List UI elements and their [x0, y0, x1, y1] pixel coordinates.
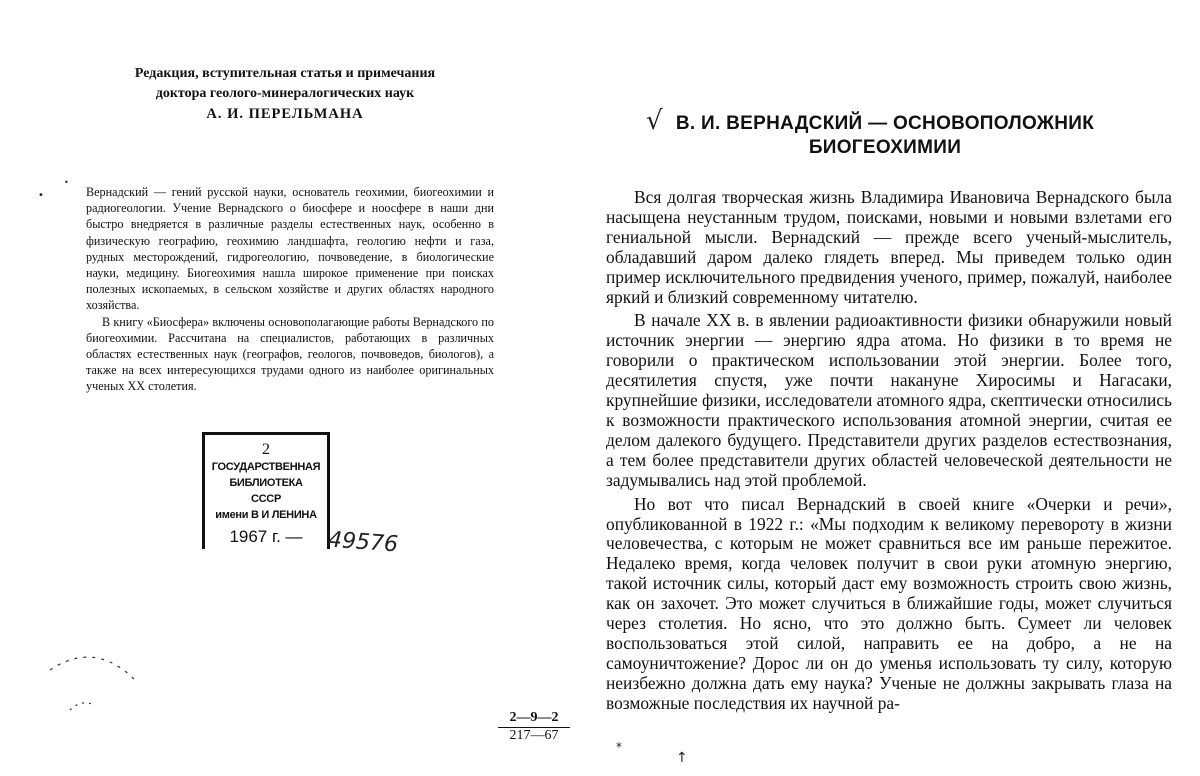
chapter-title — [650, 112, 1120, 160]
check-mark: √ — [646, 106, 663, 136]
stamp-year: 1967 г. — — [229, 527, 303, 546]
stamp-line: имени В И ЛЕНИНА — [215, 509, 317, 521]
stamp-line: БИБЛИОТЕКА — [229, 477, 303, 489]
chapter-body — [606, 188, 1172, 718]
stamp-line: ГОСУДАРСТВЕННАЯ — [211, 461, 321, 473]
classification-code — [498, 710, 570, 744]
annotation-paragraph: Вернадский — гений русской науки, основатель геохимии, биогеохимии и радиогеологии. Учение Вернадского о биосфере и ноосфере в наши дни быстро внедряется в различные разделы естественных наук, особенно в физическую географию, геохимию ландшафта, геологию нефти и газа, рудных месторождений, гидрогеологию, почвоведение, в биологические науки, медицину. Биогеохимия нашла широкое применение при поисках полезных ископаемых, в сельском хозяйстве и других областях народного хозяйства. — [86, 185, 494, 313]
editor-name: А. И. ПЕРЕЛЬМАНА — [206, 106, 364, 122]
left-page — [0, 0, 590, 776]
credits-line-2: доктора геолого-минералогических наук — [155, 86, 415, 101]
dot-mark: • — [38, 190, 44, 201]
pencil-arc-mark — [40, 640, 150, 720]
body-paragraph: Но вот что писал Вернадский в своей книге «Очерки и речи», опубликованной в 1922 г.: «Мы подходим к великому перевороту в жизни человечества, с которым не может сравниться все им раньше пережитое. Недалеко время, когда человек получит в свои руки атомную энергию, такой источник силы, который даст ему возможность строить свою жизнь, как он захочет. Это может случиться в ближайшие годы, может случиться через столетия. Но ясно, что это должно быть. Сумеет ли человек воспользоваться этой силой, направить ее на добро, а не на самоуничтожение? Дорос ли он до уменья использовать ту силу, которую неизбежно должна дать ему наука? Ученые не должны закрывать глаза на возможные последствия их научной ра- — [606, 493, 1172, 713]
right-page — [590, 0, 1200, 776]
stamp-number: 2 — [262, 441, 270, 458]
stamp-line: СССР — [251, 493, 281, 505]
body-paragraph: Вся долгая творческая жизнь Владимира Ивановича Вернадского была насыщена неустанным трудом, поисками, новыми и новыми взлетами его гениальной мысли. Вернадский — прежде всего ученый-мыслитель, обладавший даром далеко глядеть вперед. Мы приведем только один пример исключительного предвидения ученого, пример, пожалуй, наиболее яркий и близкий современному читателю. — [606, 187, 1172, 307]
body-paragraph: В начале XX в. в явлении радиоактивности физики обнаружили новый источник энергии — энергию ядра атома. Но физики в то время не говорили о практическом использовании этой энергии. Более того, десятилетия спустя, уже почти накануне Хиросимы и Нагасаки, крупнейшие физики, исследователи атомного ядра, скептически относились к возможности практического использования атомной энергии, считая ее делом далекого будущего. Представители других разделов естествознания, а тем более представители других областей человеческой деятельности не задумывались над этой проблемой. — [606, 310, 1172, 490]
library-stamp — [202, 432, 330, 549]
title-line-2: БИОГЕОХИМИИ — [808, 137, 962, 158]
inventory-number: 49576 — [327, 527, 399, 558]
code-numerator: 2—9—2 — [498, 710, 570, 728]
book-annotation — [86, 184, 494, 395]
annotation-paragraph: В книгу «Биосфера» включены основополагающие работы Вернадского по биогеохимии. Рассчитана на специалистов, работающих в различных областях естественных наук (географов, геологов, почвоведов, биологов), а также на всех интересующихся трудами одного из наиболее оригинальных ученых XX столетия. — [86, 314, 494, 394]
pencil-mark: ↑ — [676, 750, 688, 766]
editorial-credits — [70, 64, 500, 124]
title-line-1: В. И. ВЕРНАДСКИЙ — ОСНОВОПОЛОЖНИК — [675, 113, 1095, 134]
dot-mark: • — [64, 178, 69, 187]
credits-line-1: Редакция, вступительная статья и примечания — [134, 66, 436, 81]
asterisk-mark: * — [616, 740, 622, 754]
code-denominator: 217—67 — [509, 728, 559, 743]
